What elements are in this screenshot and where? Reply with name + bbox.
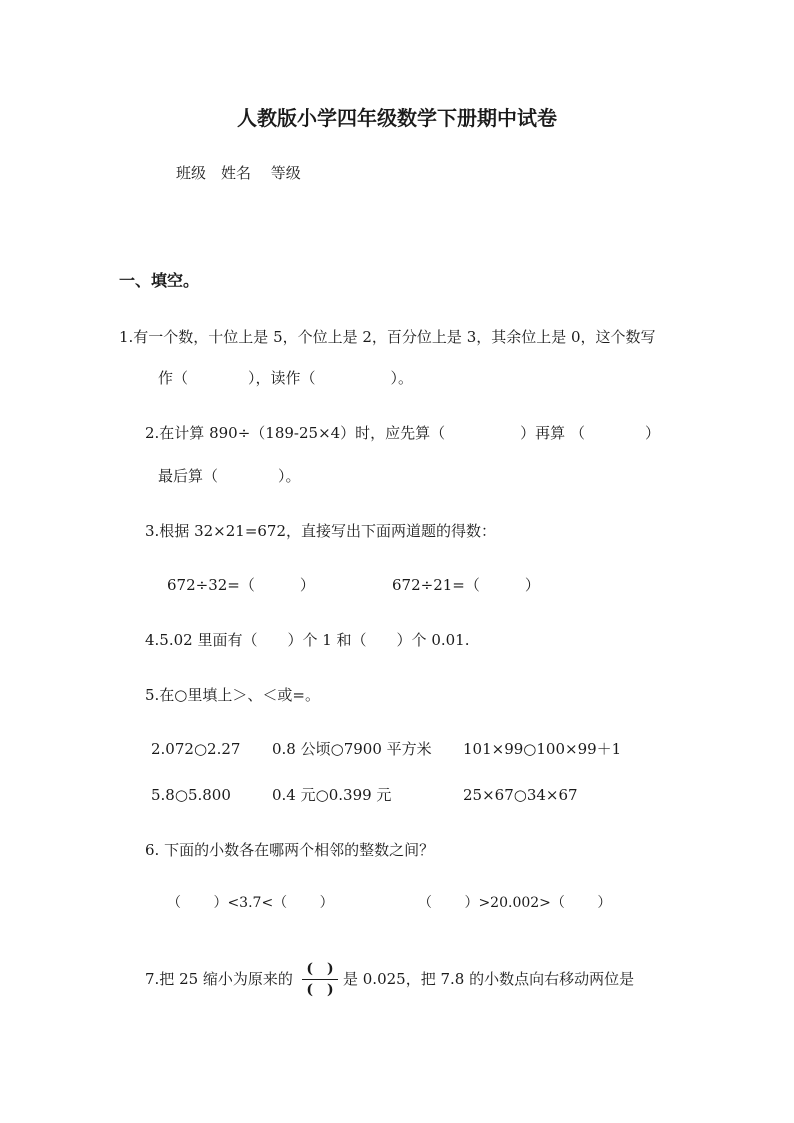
question-7-suffix: 是 0.025，把 7.8 的小数点向右移动两位是 — [343, 970, 635, 988]
question-7-prefix: 7.把 25 缩小为原来的 — [145, 970, 293, 988]
page-title: 人教版小学四年级数学下册期中试卷 — [237, 106, 557, 130]
question-3-line-1: 3.根据 32×21=672，直接写出下面两道题的得数： — [145, 522, 497, 540]
question-3-b: 672÷21=（ ） — [392, 576, 540, 594]
fraction-bar — [302, 979, 338, 980]
question-1-line-1: 1.有一个数，十位上是 5，个位上是 2，百分位上是 3，其余位上是 0，这个数写 — [119, 328, 656, 346]
question-2-line-1: 2.在计算 890÷（189-25×4）时，应先算（ ）再算 （ ） — [145, 424, 660, 442]
question-5-item: 5.8○5.800 — [151, 786, 231, 804]
question-5-item: 2.072○2.27 — [151, 740, 241, 758]
question-7-fraction — [301, 961, 339, 997]
question-5-item: 101×99○100×99＋1 — [463, 740, 622, 758]
question-6-b: （ ）>20.002>（ ） — [418, 895, 612, 911]
question-4: 4.5.02 里面有（ ）个 1 和（ ）个 0.01. — [145, 631, 470, 649]
question-3-a: 672÷32=（ ） — [167, 576, 315, 594]
fraction-numerator: ( ) — [306, 961, 334, 977]
question-5-heading: 5.在○里填上＞、＜或=。 — [145, 686, 320, 704]
question-6-a: （ ）<3.7<（ ） — [167, 895, 334, 911]
header-fields: 班级 姓名 等级 — [176, 164, 301, 182]
section-heading: 一、填空。 — [119, 271, 200, 290]
question-1-line-2: 作（ ），读作（ ）。 — [158, 369, 414, 387]
question-2-line-2: 最后算（ ）。 — [158, 467, 301, 485]
question-5-item: 25×67○34×67 — [463, 786, 578, 804]
question-5-item: 0.8 公顷○7900 平方米 — [272, 740, 432, 758]
question-5-item: 0.4 元○0.399 元 — [272, 786, 392, 804]
question-6-heading: 6. 下面的小数各在哪两个相邻的整数之间？ — [145, 841, 435, 859]
fraction-denominator: ( ) — [306, 982, 334, 998]
